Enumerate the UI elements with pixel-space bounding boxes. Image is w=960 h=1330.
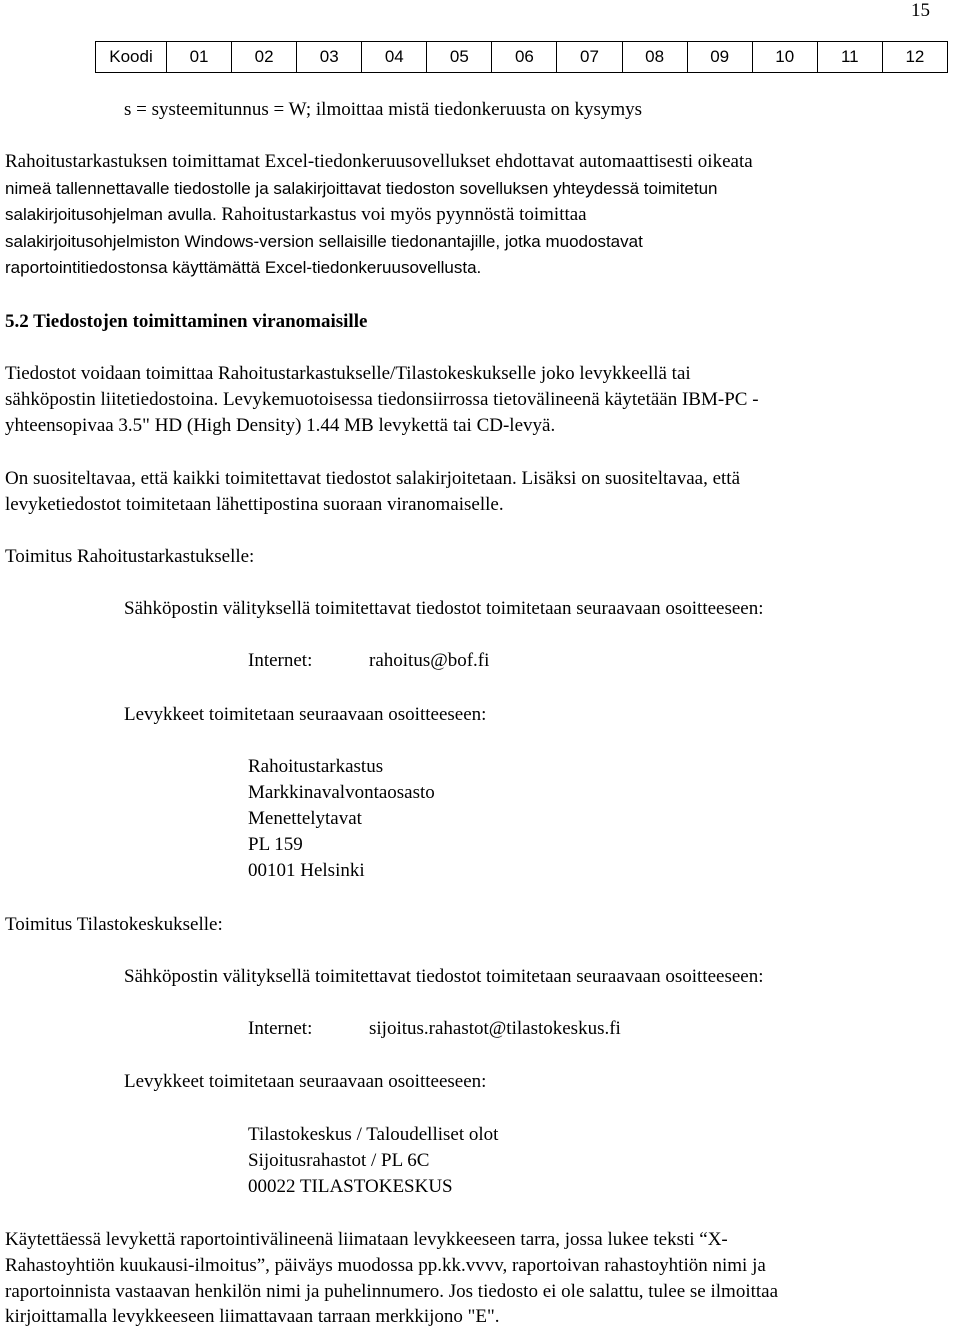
code-table [95,41,948,73]
code-cell: 06 [492,42,557,73]
rata-disk-intro: Levykkeet toimitetaan seuraavaan osoitteeseen: [124,704,487,725]
text-line: On suositeltavaa, että kaikki toimitettavat tiedostot salakirjoitetaan. Lisäksi on suositeltavaa, että [5,468,740,489]
code-table-header: Koodi [96,42,167,73]
text-line: nimeä tallennettavalle tiedostolle ja salakirjoittavat tiedoston sovelluksen yhteydessä toimitetun [5,179,718,198]
code-cell: 11 [817,42,882,73]
rata-email-intro: Sähköpostin välityksellä toimitettavat tiedostot toimitetaan seuraavaan osoitteeseen: [124,598,764,619]
rata-email-address[interactable]: rahoitus@bof.fi [369,650,490,671]
code-cell: 05 [427,42,492,73]
rata-internet-label: Internet: [248,650,313,671]
address-line: Sijoitusrahastot / PL 6C [248,1150,430,1171]
code-cell: 08 [622,42,687,73]
text-line: Rahastoyhtiön kuukausi-ilmoitus”, päiväys muodossa pp.kk.vvvv, raportoivan rahastoyhtiön nimi ja [5,1255,766,1276]
text-line: Rahoitustarkastuksen toimittamat Excel-tiedonkeruusovellukset ehdottavat automaattisesti oikeata [5,151,753,172]
tilasto-disk-intro: Levykkeet toimitetaan seuraavaan osoitteeseen: [124,1071,487,1092]
text-line: raportointitiedostonsa käyttämättä Excel-tiedonkeruusovellusta. [5,258,482,277]
address-line: Markkinavalvontaosasto [248,782,435,803]
code-cell: 03 [297,42,362,73]
code-cell: 01 [167,42,232,73]
tilasto-email-intro: Sähköpostin välityksellä toimitettavat tiedostot toimitetaan seuraavaan osoitteeseen: [124,966,764,987]
text-line-mixed [5,204,587,226]
text-span: salakirjoitusohjelman avulla. [5,205,217,224]
text-span: Rahoitustarkastus voi myös pyynnöstä toimittaa [221,204,587,225]
code-table-row [96,42,948,73]
rata-heading: Toimitus Rahoitustarkastukselle: [5,546,255,567]
address-line: 00022 TILASTOKESKUS [248,1176,453,1197]
code-cell: 12 [882,42,947,73]
systeemitunnus-note: s = systeemitunnus = W; ilmoittaa mistä tiedonkeruusta on kysymys [124,99,643,120]
text-line: yhteensopivaa 3.5" HD (High Density) 1.44 MB levykettä tai CD-levyä. [5,415,556,436]
section-heading: 5.2 Tiedostojen toimittaminen viranomaisille [5,311,368,332]
code-cell: 07 [557,42,622,73]
text-line: salakirjoitusohjelmiston Windows-version sellaisille tiedonantajille, jotka muodostavat [5,232,643,251]
address-line: 00101 Helsinki [248,860,365,881]
text-line: raportoinnista vastaavan henkilön nimi ja puhelinnumero. Jos tiedosto ei ole salattu, tulee se ilmoittaa [5,1281,779,1302]
text-line: sähköpostin liitetiedostoina. Levykemuotoisessa tiedonsiirrossa tietovälineenä käytetään IBM-PC - [5,389,759,410]
text-line: Tiedostot voidaan toimittaa Rahoitustarkastukselle/Tilastokeskukselle joko levykkeellä tai [5,363,691,384]
tilasto-heading: Toimitus Tilastokeskukselle: [5,914,223,935]
address-line: PL 159 [248,834,303,855]
tilasto-internet-label: Internet: [248,1018,313,1039]
code-cell: 04 [362,42,427,73]
page-number: 15 [911,0,930,21]
text-line: levyketiedostot toimitetaan lähettipostina suoraan viranomaiselle. [5,494,504,515]
address-line: Tilastokeskus / Taloudelliset olot [248,1124,499,1145]
address-line: Rahoitustarkastus [248,756,384,777]
text-line: Käytettäessä levykettä raportointivälineenä liimataan levykkeeseen tarra, jossa lukee teksti “X- [5,1229,728,1250]
code-cell: 02 [232,42,297,73]
tilasto-email-address[interactable]: sijoitus.rahastot@tilastokeskus.fi [369,1018,621,1039]
code-cell: 09 [687,42,752,73]
code-cell: 10 [752,42,817,73]
address-line: Menettelytavat [248,808,362,829]
text-line: kirjoittamalla levykkeeseen liimattavaan tarraan merkkijono "E". [5,1306,500,1327]
